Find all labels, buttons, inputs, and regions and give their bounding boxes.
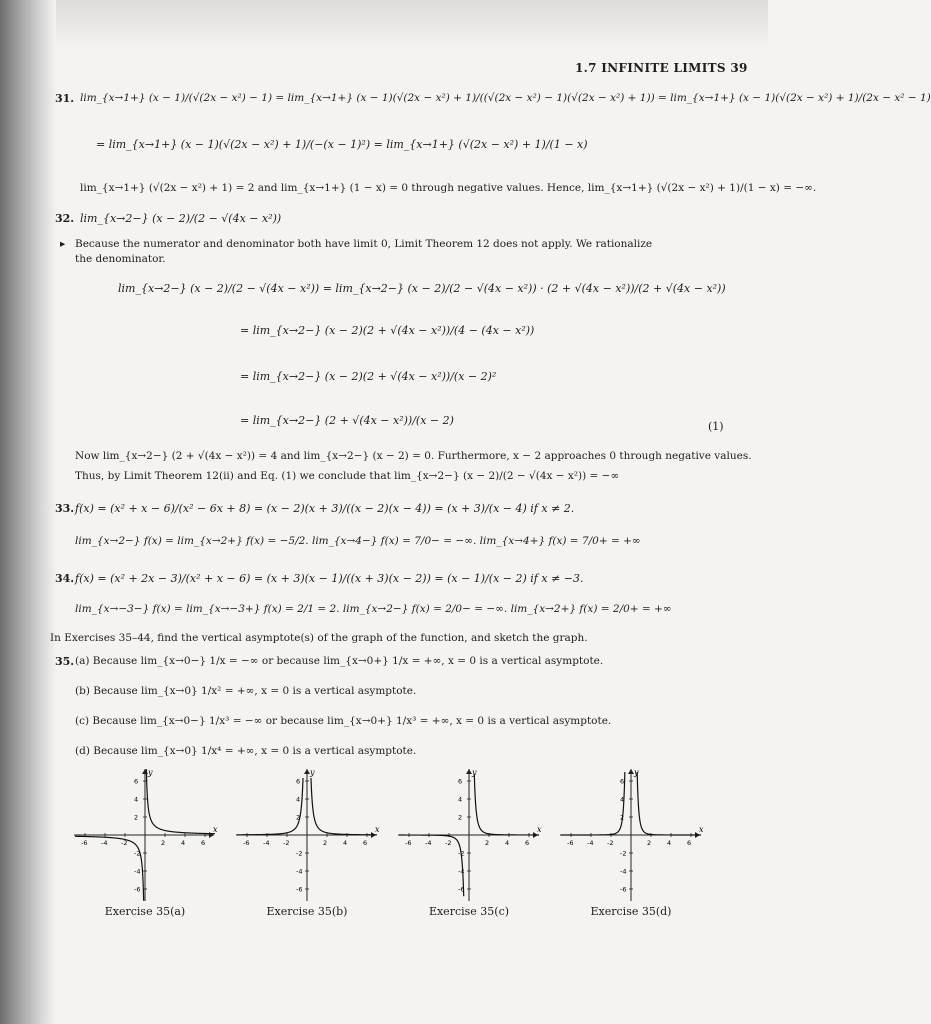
exercise-32-now-line: Now lim_{x→2−} (2 + √(4x − x²)) = 4 and lim_{x→2−} (x − 2) = 0. Furthermore, x − 2 approaches 0 through negative values.: [75, 450, 752, 462]
y-tick-label: -6: [134, 885, 141, 894]
x-tick-label: -6: [567, 839, 574, 847]
graph-exercise-35d: [556, 765, 706, 905]
x-tick-label: -6: [243, 839, 250, 847]
x-tick-label: 6: [687, 839, 692, 847]
graph-caption-35d: Exercise 35(d): [590, 905, 672, 918]
y-tick-label: -4: [458, 867, 465, 876]
graph-exercise-35c: [394, 765, 544, 905]
y-tick-label: 6: [134, 777, 139, 786]
x-tick-label: -2: [283, 839, 290, 847]
y-tick-label: 6: [458, 777, 463, 786]
x-tick-label: -2: [607, 839, 614, 847]
x-tick-label: -4: [425, 839, 432, 847]
exercise-35-part-b: (b) Because lim_{x→0} 1/x² = +∞, x = 0 is a vertical asymptote.: [75, 685, 417, 697]
exercise-34-line-1: f(x) = (x² + 2x − 3)/(x² + x − 6) = (x + 3)(x − 1)/((x + 3)(x − 2)) = (x − 1)/(x − 2) if x ≠ −3.: [75, 572, 584, 585]
curve-right-branch: [474, 774, 539, 835]
exercise-35-part-d: (d) Because lim_{x→0} 1/x⁴ = +∞, x = 0 is a vertical asymptote.: [75, 745, 417, 757]
exercise-35-part-a: (a) Because lim_{x→0−} 1/x = −∞ or because lim_{x→0+} 1/x = +∞, x = 0 is a vertical asymptote.: [75, 655, 604, 667]
y-tick-label: 4: [296, 795, 301, 804]
x-tick-label: 6: [525, 839, 530, 847]
x-tick-label: 2: [161, 839, 166, 847]
exercise-31-line-1: lim_{x→1+} (x − 1)/(√(2x − x²) − 1) = lim_{x→1+} (x − 1)(√(2x − x²) + 1)/((√(2x − x²) − 1)(√(2x − x²) + 1)) = lim_{x→1+} (x − 1)(√(2x − x²) + 1)/(2x − x² − 1): [80, 92, 931, 104]
y-tick-label: -4: [620, 867, 627, 876]
exercise-33-line-2: lim_{x→2−} f(x) = lim_{x→2+} f(x) = −5/2. lim_{x→4−} f(x) = 7/0− = −∞. lim_{x→4+} f(x) = 7/0+ = +∞: [75, 535, 641, 547]
curve-left-branch: [237, 778, 303, 835]
y-tick-label: 6: [620, 777, 625, 786]
x-tick-label: 4: [343, 839, 348, 847]
exercise-35-part-c: (c) Because lim_{x→0−} 1/x³ = −∞ or because lim_{x→0+} 1/x³ = +∞, x = 0 is a vertical asymptote.: [75, 715, 612, 727]
exercise-32-paragraph-2: the denominator.: [75, 253, 166, 265]
y-tick-label: -6: [458, 885, 465, 894]
equation-tag: (1): [708, 420, 724, 433]
x-tick-label: 2: [323, 839, 328, 847]
y-tick-label: -4: [296, 867, 303, 876]
exercise-32-step-3: = lim_{x→2−} (x − 2)(2 + √(4x − x²))/(x − 2)²: [240, 370, 497, 383]
exercise-35-number: 35.: [55, 655, 75, 668]
x-tick-label: 4: [505, 839, 510, 847]
curve-right-branch: [311, 778, 377, 835]
page-number: 39: [730, 61, 748, 75]
exercise-31-line-2: = lim_{x→1+} (x − 1)(√(2x − x²) + 1)/(−(x − 1)²) = lim_{x→1+} (√(2x − x²) + 1)/(1 − x): [96, 138, 588, 151]
y-tick-label: 2: [458, 813, 463, 822]
exercise-34-line-2: lim_{x→−3−} f(x) = lim_{x→−3+} f(x) = 2/1 = 2. lim_{x→2−} f(x) = 2/0− = −∞. lim_{x→2+} f(x) = 2/0+ = +∞: [75, 603, 672, 615]
page-header: [575, 62, 748, 75]
y-axis-label: y: [310, 768, 315, 777]
exercise-32-line-1: lim_{x→2−} (x − 2)/(2 − √(4x − x²)): [80, 212, 282, 225]
exercise-33-line-1: f(x) = (x² + x − 6)/(x² − 6x + 8) = (x − 2)(x + 3)/((x − 2)(x − 4)) = (x + 3)/(x − 4) if x ≠ 2.: [75, 502, 575, 515]
exercise-32-step-2: = lim_{x→2−} (x − 2)(2 + √(4x − x²))/(4 − (4x − x²)): [240, 324, 535, 337]
exercise-32-step-1: lim_{x→2−} (x − 2)/(2 − √(4x − x²)) = lim_{x→2−} (x − 2)/(2 − √(4x − x²)) · (2 + √(4x − x²))/(2 + √(4x − x²)): [118, 282, 726, 295]
y-tick-label: 6: [296, 777, 301, 786]
y-tick-label: -4: [134, 867, 141, 876]
y-tick-label: -2: [458, 849, 465, 858]
y-tick-label: -2: [134, 849, 141, 858]
curve-right-branch: [146, 769, 215, 833]
curve-right-branch: [637, 772, 701, 835]
graph-caption-35c: Exercise 35(c): [428, 905, 510, 918]
graph-caption-35a: Exercise 35(a): [104, 905, 186, 918]
y-tick-label: -6: [296, 885, 303, 894]
exercise-32-step-4: = lim_{x→2−} (2 + √(4x − x²))/(x − 2): [240, 414, 454, 427]
y-tick-label: -2: [620, 849, 627, 858]
x-tick-label: 4: [667, 839, 672, 847]
x-axis-label: x: [699, 825, 704, 834]
exercise-32-thus-line: Thus, by Limit Theorem 12(ii) and Eq. (1) we conclude that lim_{x→2−} (x − 2)/(2 − √(4x − x²)) = −∞: [75, 470, 620, 482]
x-tick-label: -4: [101, 839, 108, 847]
exercise-32-bullet: ▸: [60, 238, 66, 250]
x-axis-label: x: [375, 825, 380, 834]
y-tick-label: 2: [134, 813, 139, 822]
y-axis-label: y: [148, 768, 153, 777]
x-tick-label: -6: [81, 839, 88, 847]
x-tick-label: -6: [405, 839, 412, 847]
y-tick-label: 4: [134, 795, 139, 804]
exercises-instructions: In Exercises 35–44, find the vertical asymptote(s) of the graph of the function, and sketch the graph.: [50, 632, 588, 644]
exercise-31-line-3: lim_{x→1+} (√(2x − x²) + 1) = 2 and lim_{x→1+} (1 − x) = 0 through negative values. Hence, lim_{x→1+} (√(2x − x²) + 1)/(1 − x) = −∞.: [80, 182, 817, 194]
y-tick-label: -2: [296, 849, 303, 858]
x-tick-label: 6: [363, 839, 368, 847]
curve-left-branch: [561, 772, 625, 835]
x-tick-label: 6: [201, 839, 206, 847]
x-axis-label: x: [213, 825, 218, 834]
y-axis-label: y: [634, 768, 639, 777]
exercise-31-number: 31.: [55, 92, 75, 105]
x-tick-label: -2: [121, 839, 128, 847]
y-tick-label: 2: [296, 813, 301, 822]
exercise-32-paragraph-1: Because the numerator and denominator both have limit 0, Limit Theorem 12 does not apply. We rationalize: [75, 238, 653, 250]
x-axis-label: x: [537, 825, 542, 834]
exercise-32-number: 32.: [55, 212, 75, 225]
x-tick-label: 2: [485, 839, 490, 847]
exercise-33-number: 33.: [55, 502, 75, 515]
y-tick-label: -6: [620, 885, 627, 894]
graph-exercise-35b: [232, 765, 382, 905]
section-title: 1.7 INFINITE LIMITS: [575, 61, 726, 75]
x-tick-label: -4: [263, 839, 270, 847]
y-tick-label: 4: [458, 795, 463, 804]
y-axis-label: y: [472, 768, 477, 777]
y-tick-label: 4: [620, 795, 625, 804]
x-tick-label: -2: [445, 839, 452, 847]
graph-exercise-35a: [70, 765, 220, 905]
x-tick-label: 4: [181, 839, 186, 847]
exercise-34-number: 34.: [55, 572, 75, 585]
x-tick-label: -4: [587, 839, 594, 847]
graph-caption-35b: Exercise 35(b): [266, 905, 348, 918]
y-tick-label: 2: [620, 813, 625, 822]
x-tick-label: 2: [647, 839, 652, 847]
